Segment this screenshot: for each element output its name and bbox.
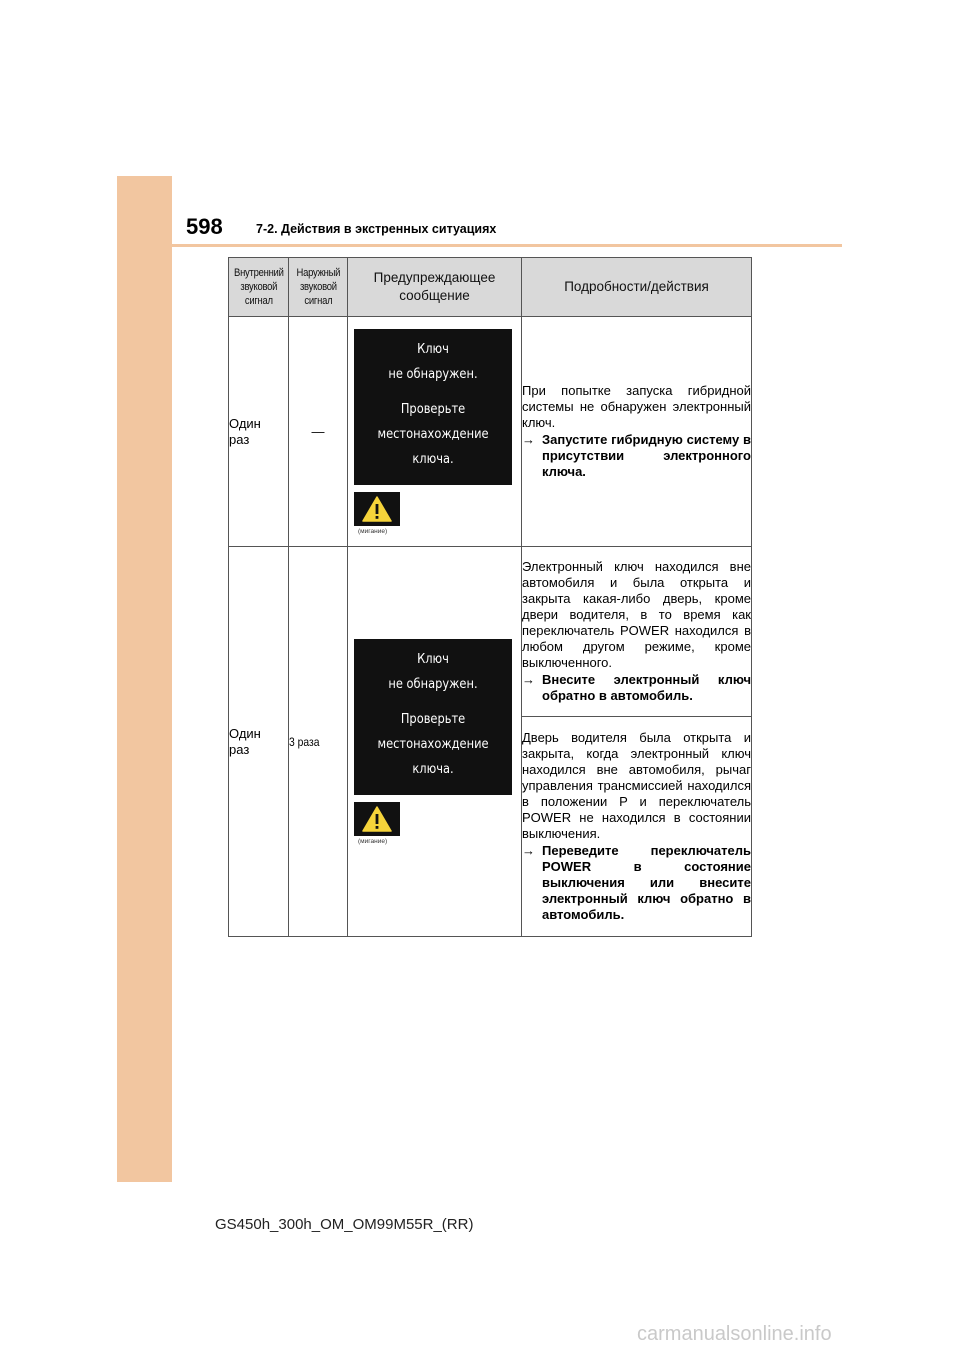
screen-line: не обнаружен.	[388, 676, 478, 692]
times-l2: раз	[229, 431, 250, 447]
screen-line: местонахождение	[377, 426, 489, 442]
screen-line: местонахождение	[377, 736, 489, 752]
warning-message-cell	[348, 317, 522, 547]
screen-line: ключа.	[412, 451, 454, 467]
times-l1: Один	[229, 725, 261, 741]
screen-line: Ключ	[417, 651, 449, 667]
col-message-l1: Предупреждающее	[373, 270, 496, 285]
action-text: Запустите гибридную систему в присутствии электронного ключа.	[542, 432, 751, 479]
arrow-icon: →	[522, 843, 535, 858]
internal-buzzer-value	[229, 547, 289, 937]
col-message-l2: сообщение	[399, 288, 470, 303]
detail-text: Дверь водителя была открыта и закрыта, когда электронный ключ находился вне автомобиля, рычаг управления трансмиссией находился в положении P и переключатель POWER не находился в состоянии выключения.	[522, 730, 751, 841]
action-text: Переведите переключатель POWER в состояние выключения или внесите электронный ключ обратно в автомобиль.	[542, 843, 751, 922]
chapter-side-band	[117, 176, 172, 1182]
table-header-row	[229, 258, 752, 317]
col-internal-l3: сигнал	[244, 294, 273, 307]
external-count: 3 раза	[289, 734, 320, 749]
col-details-label: Подробности/действия	[564, 279, 709, 294]
action-item	[522, 672, 751, 704]
action-item	[522, 432, 751, 480]
watermark: carmanualsonline.info	[637, 1323, 832, 1345]
action-item	[522, 843, 751, 923]
table-row	[229, 317, 752, 547]
col-internal-buzzer	[229, 258, 289, 317]
action-text: Внесите электронный ключ обратно в автомобиль.	[542, 672, 751, 703]
screen-line: Ключ	[417, 341, 449, 357]
times-l1: Один	[229, 415, 261, 431]
warning-light	[354, 802, 400, 836]
screen-line: не обнаружен.	[388, 366, 478, 382]
arrow-icon: →	[522, 672, 535, 687]
details-cell	[522, 547, 752, 717]
display-screen	[354, 329, 512, 485]
screen-line: Проверьте	[400, 401, 466, 417]
section-title: 7-2. Действия в экстренных ситуациях	[256, 222, 497, 236]
external-buzzer-value	[289, 547, 348, 937]
col-details	[522, 258, 752, 317]
table-row	[229, 547, 752, 717]
warning-message-cell	[348, 547, 522, 937]
blink-caption: (мигание)	[358, 527, 388, 535]
header-rule	[172, 244, 842, 247]
screen-line: Проверьте	[400, 711, 466, 727]
col-internal-l1: Внутренний	[233, 266, 284, 279]
blink-caption: (мигание)	[358, 837, 388, 845]
page-number: 598	[186, 214, 223, 239]
col-external-l3: сигнал	[304, 294, 332, 307]
warning-triangle-icon	[362, 496, 392, 522]
warning-table	[228, 257, 752, 937]
detail-text: При попытке запуска гибридной системы не обнаружен электронный ключ.	[522, 383, 751, 430]
detail-text: Электронный ключ находился вне автомобиля и была открыта и закрыта какая-либо дверь, кроме двери водителя, в то время как переключатель POWER находился в любом другом режиме, кроме выключенного.	[522, 559, 751, 670]
footer-model-code: GS450h_300h_OM_OM99M55R_(RR)	[215, 1216, 474, 1233]
col-external-l2: звуковой	[299, 280, 337, 293]
details-cell	[522, 317, 752, 547]
col-warning-message	[348, 258, 522, 317]
details-cell	[522, 717, 752, 937]
times-l2: раз	[229, 741, 250, 757]
screen-line: ключа.	[412, 761, 454, 777]
col-internal-l2: звуковой	[240, 280, 277, 293]
col-external-l1: Наружный	[296, 266, 340, 279]
col-external-buzzer	[289, 258, 348, 317]
warning-triangle-icon	[362, 806, 392, 832]
arrow-icon: →	[522, 432, 535, 447]
display-screen	[354, 639, 512, 795]
internal-buzzer-value	[229, 317, 289, 547]
warning-light	[354, 492, 400, 526]
external-buzzer-value: —	[289, 317, 348, 547]
